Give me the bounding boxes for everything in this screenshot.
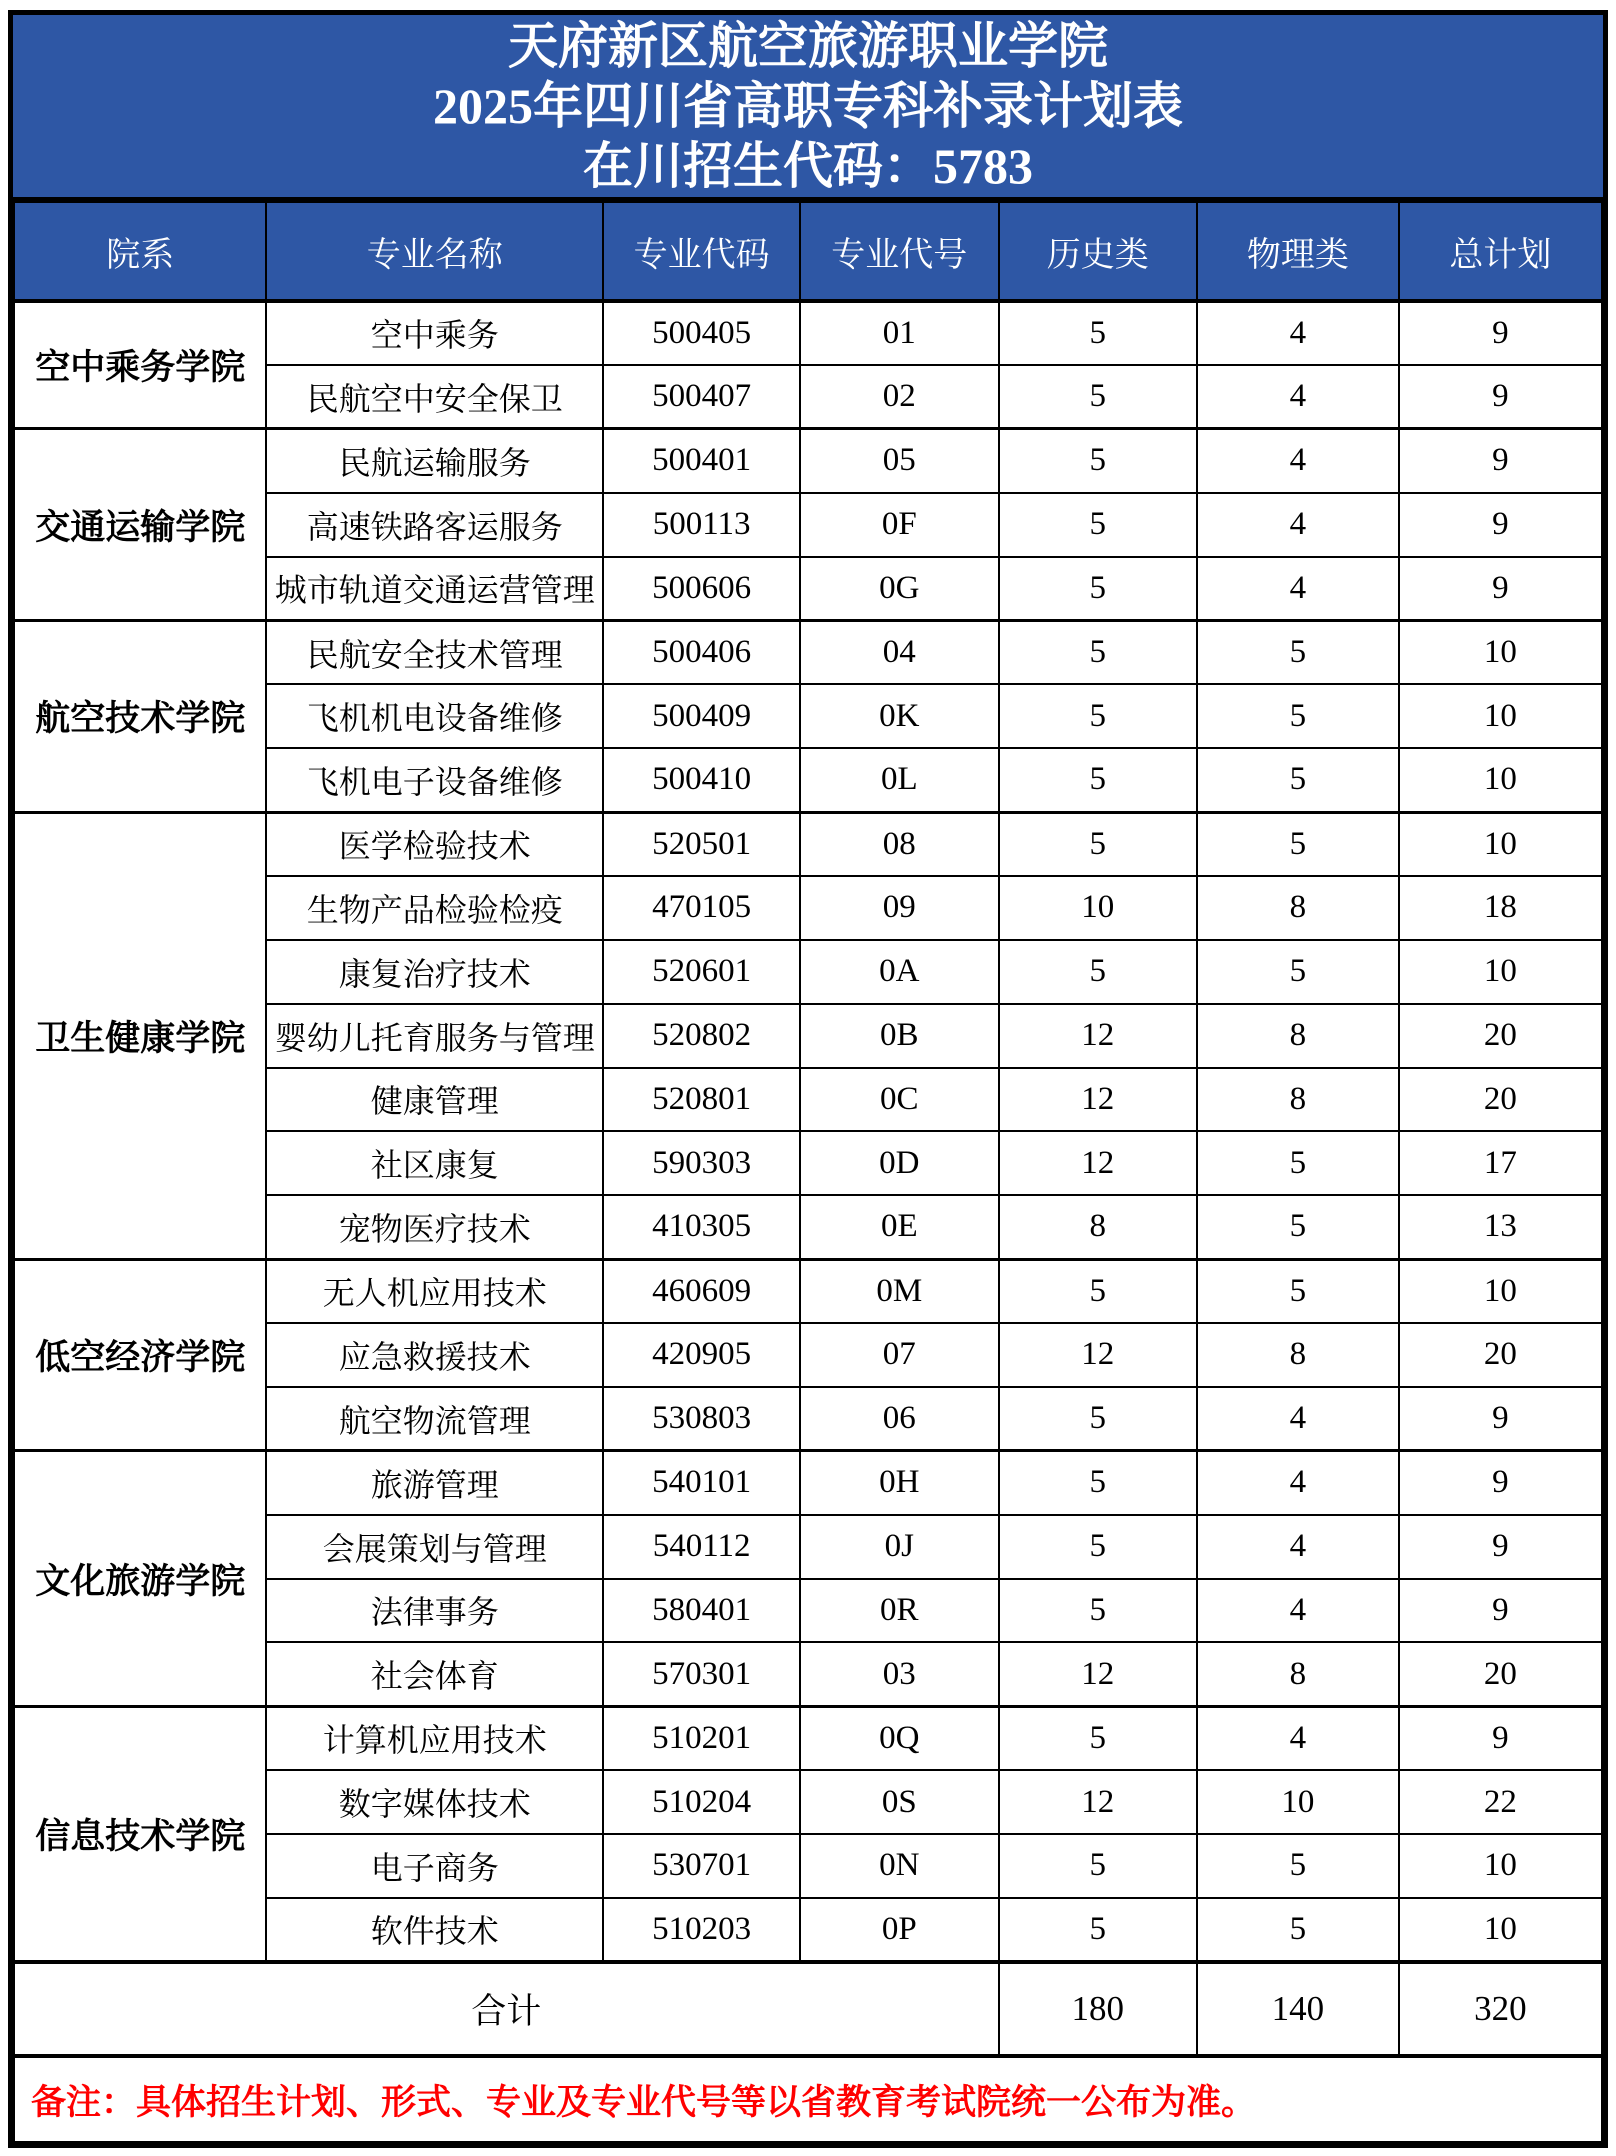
enrollment-table [13,201,1603,2143]
total-count-cell: 10 [1399,1259,1602,1323]
history-count-cell: 5 [999,748,1198,812]
major-no-cell: 03 [800,1642,999,1706]
major-no-cell: 06 [800,1387,999,1451]
major-code-cell: 520801 [603,1068,800,1132]
physics-count-cell: 5 [1197,1195,1399,1259]
total-count-cell: 20 [1399,1068,1602,1132]
major-code-cell: 530803 [603,1387,800,1451]
major-no-cell: 0Q [800,1706,999,1770]
major-name-cell: 健康管理 [266,1068,603,1132]
major-no-cell: 0G [800,557,999,621]
physics-count-cell: 5 [1197,620,1399,684]
summary-history: 180 [999,1962,1198,2056]
major-no-cell: 0B [800,1004,999,1068]
major-name-cell: 空中乘务 [266,301,603,365]
physics-count-cell: 5 [1197,1898,1399,1962]
total-count-cell: 10 [1399,684,1602,748]
major-name-cell: 民航安全技术管理 [266,620,603,684]
major-no-cell: 0E [800,1195,999,1259]
history-count-cell: 5 [999,1515,1198,1579]
major-no-cell: 0F [800,493,999,557]
history-count-cell: 5 [999,1451,1198,1515]
total-count-cell: 9 [1399,493,1602,557]
history-count-cell: 5 [999,1259,1198,1323]
major-name-cell: 法律事务 [266,1579,603,1643]
summary-label: 合计 [14,1962,999,2056]
history-count-cell: 10 [999,876,1198,940]
physics-count-cell: 4 [1197,1706,1399,1770]
college-cell: 交通运输学院 [14,429,266,621]
physics-count-cell: 8 [1197,1004,1399,1068]
note-text: 备注：具体招生计划、形式、专业及专业代号等以省教育考试院统一公布为准。 [14,2056,1602,2142]
major-no-cell: 09 [800,876,999,940]
history-count-cell: 5 [999,812,1198,876]
physics-count-cell: 5 [1197,812,1399,876]
total-count-cell: 9 [1399,429,1602,493]
table-row [14,1706,1602,1770]
major-code-cell: 500410 [603,748,800,812]
table-row [14,1451,1602,1515]
physics-count-cell: 4 [1197,1387,1399,1451]
plan-title: 2025年四川省高职专科补录计划表 [433,78,1183,134]
history-count-cell: 5 [999,1579,1198,1643]
major-name-cell: 飞机电子设备维修 [266,748,603,812]
major-name-cell: 民航空中安全保卫 [266,365,603,429]
history-count-cell: 5 [999,429,1198,493]
history-count-cell: 5 [999,620,1198,684]
major-code-cell: 500409 [603,684,800,748]
table-row [14,1259,1602,1323]
header-physics: 物理类 [1197,202,1399,301]
history-count-cell: 12 [999,1004,1198,1068]
physics-count-cell: 8 [1197,1642,1399,1706]
major-name-cell: 社区康复 [266,1131,603,1195]
admission-code: 在川招生代码：5783 [583,138,1033,194]
major-code-cell: 500405 [603,301,800,365]
major-no-cell: 01 [800,301,999,365]
physics-count-cell: 4 [1197,1579,1399,1643]
major-code-cell: 510203 [603,1898,800,1962]
table-row [14,620,1602,684]
summary-row [14,1962,1602,2056]
header-total: 总计划 [1399,202,1602,301]
major-name-cell: 应急救援技术 [266,1323,603,1387]
physics-count-cell: 8 [1197,1323,1399,1387]
total-count-cell: 22 [1399,1770,1602,1834]
major-name-cell: 城市轨道交通运营管理 [266,557,603,621]
total-count-cell: 10 [1399,620,1602,684]
major-code-cell: 590303 [603,1131,800,1195]
major-no-cell: 07 [800,1323,999,1387]
physics-count-cell: 4 [1197,493,1399,557]
major-name-cell: 软件技术 [266,1898,603,1962]
physics-count-cell: 5 [1197,940,1399,1004]
major-name-cell: 电子商务 [266,1834,603,1898]
major-no-cell: 0C [800,1068,999,1132]
table-row [14,812,1602,876]
major-no-cell: 0J [800,1515,999,1579]
total-count-cell: 17 [1399,1131,1602,1195]
major-code-cell: 520501 [603,812,800,876]
header-major-no: 专业代号 [800,202,999,301]
physics-count-cell: 4 [1197,1451,1399,1515]
table-row [14,301,1602,365]
header-major-code: 专业代码 [603,202,800,301]
major-name-cell: 宠物医疗技术 [266,1195,603,1259]
table-row [14,429,1602,493]
total-count-cell: 20 [1399,1323,1602,1387]
history-count-cell: 12 [999,1068,1198,1132]
history-count-cell: 8 [999,1195,1198,1259]
table-body [14,301,1602,1962]
major-name-cell: 民航运输服务 [266,429,603,493]
total-count-cell: 13 [1399,1195,1602,1259]
major-no-cell: 08 [800,812,999,876]
header-college: 院系 [14,202,266,301]
major-no-cell: 0D [800,1131,999,1195]
physics-count-cell: 5 [1197,1834,1399,1898]
total-count-cell: 10 [1399,1834,1602,1898]
total-count-cell: 10 [1399,940,1602,1004]
total-count-cell: 10 [1399,1898,1602,1962]
history-count-cell: 5 [999,557,1198,621]
major-name-cell: 婴幼儿托育服务与管理 [266,1004,603,1068]
college-cell: 空中乘务学院 [14,301,266,429]
summary-physics: 140 [1197,1962,1399,2056]
major-no-cell: 0H [800,1451,999,1515]
major-no-cell: 0M [800,1259,999,1323]
major-no-cell: 0K [800,684,999,748]
total-count-cell: 18 [1399,876,1602,940]
history-count-cell: 5 [999,365,1198,429]
major-name-cell: 社会体育 [266,1642,603,1706]
total-count-cell: 9 [1399,1706,1602,1770]
physics-count-cell: 5 [1197,1131,1399,1195]
major-no-cell: 0L [800,748,999,812]
major-code-cell: 500113 [603,493,800,557]
college-cell: 文化旅游学院 [14,1451,266,1707]
physics-count-cell: 5 [1197,684,1399,748]
major-no-cell: 04 [800,620,999,684]
college-title: 天府新区航空旅游职业学院 [508,18,1108,74]
total-count-cell: 9 [1399,557,1602,621]
total-count-cell: 9 [1399,365,1602,429]
college-cell: 信息技术学院 [14,1706,266,1962]
college-cell: 低空经济学院 [14,1259,266,1451]
major-no-cell: 0P [800,1898,999,1962]
enrollment-plan-sheet [8,10,1608,2148]
physics-count-cell: 8 [1197,876,1399,940]
major-code-cell: 470105 [603,876,800,940]
total-count-cell: 9 [1399,1387,1602,1451]
major-code-cell: 540112 [603,1515,800,1579]
physics-count-cell: 4 [1197,365,1399,429]
physics-count-cell: 10 [1197,1770,1399,1834]
major-code-cell: 500401 [603,429,800,493]
major-code-cell: 520601 [603,940,800,1004]
major-code-cell: 460609 [603,1259,800,1323]
major-name-cell: 无人机应用技术 [266,1259,603,1323]
major-code-cell: 570301 [603,1642,800,1706]
total-count-cell: 10 [1399,748,1602,812]
major-name-cell: 航空物流管理 [266,1387,603,1451]
physics-count-cell: 8 [1197,1068,1399,1132]
physics-count-cell: 4 [1197,557,1399,621]
major-no-cell: 0S [800,1770,999,1834]
major-code-cell: 500606 [603,557,800,621]
major-name-cell: 旅游管理 [266,1451,603,1515]
major-name-cell: 计算机应用技术 [266,1706,603,1770]
history-count-cell: 12 [999,1131,1198,1195]
total-count-cell: 20 [1399,1642,1602,1706]
physics-count-cell: 5 [1197,1259,1399,1323]
major-no-cell: 0R [800,1579,999,1643]
major-code-cell: 410305 [603,1195,800,1259]
history-count-cell: 5 [999,493,1198,557]
header-history: 历史类 [999,202,1198,301]
history-count-cell: 12 [999,1642,1198,1706]
header-row [14,202,1602,301]
history-count-cell: 5 [999,1706,1198,1770]
history-count-cell: 5 [999,301,1198,365]
title-block [13,15,1603,201]
total-count-cell: 9 [1399,1579,1602,1643]
major-name-cell: 数字媒体技术 [266,1770,603,1834]
total-count-cell: 9 [1399,301,1602,365]
major-code-cell: 540101 [603,1451,800,1515]
major-name-cell: 高速铁路客运服务 [266,493,603,557]
history-count-cell: 12 [999,1770,1198,1834]
history-count-cell: 12 [999,1323,1198,1387]
major-name-cell: 飞机机电设备维修 [266,684,603,748]
major-no-cell: 0N [800,1834,999,1898]
college-cell: 卫生健康学院 [14,812,266,1259]
total-count-cell: 20 [1399,1004,1602,1068]
major-no-cell: 05 [800,429,999,493]
history-count-cell: 5 [999,940,1198,1004]
history-count-cell: 5 [999,1834,1198,1898]
major-name-cell: 医学检验技术 [266,812,603,876]
major-code-cell: 580401 [603,1579,800,1643]
total-count-cell: 9 [1399,1515,1602,1579]
major-name-cell: 会展策划与管理 [266,1515,603,1579]
major-code-cell: 510204 [603,1770,800,1834]
history-count-cell: 5 [999,1387,1198,1451]
major-name-cell: 康复治疗技术 [266,940,603,1004]
major-code-cell: 500406 [603,620,800,684]
major-name-cell: 生物产品检验检疫 [266,876,603,940]
physics-count-cell: 4 [1197,301,1399,365]
major-code-cell: 420905 [603,1323,800,1387]
physics-count-cell: 4 [1197,1515,1399,1579]
major-no-cell: 02 [800,365,999,429]
summary-total: 320 [1399,1962,1602,2056]
note-row [14,2056,1602,2142]
history-count-cell: 5 [999,1898,1198,1962]
total-count-cell: 9 [1399,1451,1602,1515]
physics-count-cell: 5 [1197,748,1399,812]
major-code-cell: 520802 [603,1004,800,1068]
history-count-cell: 5 [999,684,1198,748]
header-major-name: 专业名称 [266,202,603,301]
major-no-cell: 0A [800,940,999,1004]
major-code-cell: 500407 [603,365,800,429]
college-cell: 航空技术学院 [14,620,266,812]
total-count-cell: 10 [1399,812,1602,876]
major-code-cell: 510201 [603,1706,800,1770]
major-code-cell: 530701 [603,1834,800,1898]
physics-count-cell: 4 [1197,429,1399,493]
